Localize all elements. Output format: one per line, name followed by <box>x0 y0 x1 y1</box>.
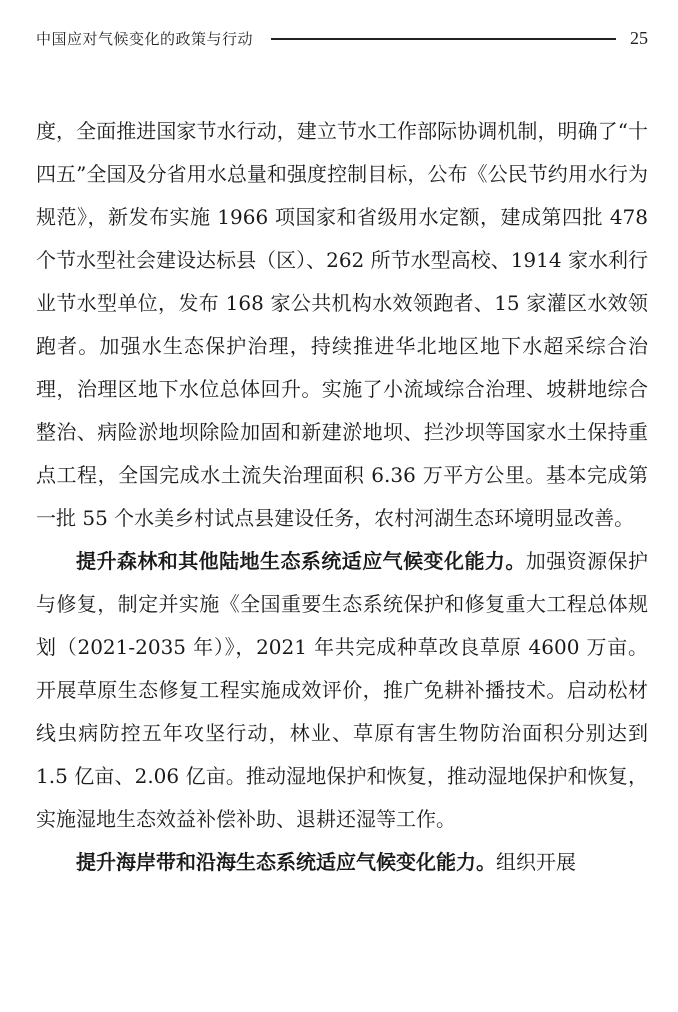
paragraph-coast <box>36 841 648 884</box>
body-text <box>36 110 648 884</box>
paragraph-text: 加强资源保护与修复，制定并实施《全国重要生态系统保护和修复重大工程总体规划（2021-2035 年）》，2021 年共完成种草改良草原 4600 万亩。开展草原生态修复工程实施成效评价，推广免耕补播技术。启动松材线虫病防控五年攻坚行动，林业、草原有害生物防治面积分别达到 1.5 亿亩、2.06 亿亩。推动湿地保护和恢复，推动湿地保护和恢复，实施湿地生态效益补偿补助、退耕还湿等工作。 <box>36 549 649 831</box>
paragraph-text: 度，全面推进国家节水行动，建立节水工作部际协调机制，明确了“十四五”全国及分省用水总量和强度控制目标，公布《公民节约用水行为规范》，新发布实施 1966 项国家和省级用水定额，建成第四批 478 个节水型社会建设达标县（区）、262 所节水型高校、1914 家水利行业节水型单位，发布 168 家公共机构水效领跑者、15 家灌区水效领跑者。加强水生态保护治理，持续推进华北地区地下水超采综合治理，治理区地下水位总体回升。实施了小流域综合治理、坡耕地综合整治、病险淤地坝除险加固和新建淤地坝、拦沙坝等国家水土保持重点工程，全国完成水土流失治理面积 6.36 万平方公里。基本完成第一批 55 个水美乡村试点县建设任务，农村河湖生态环境明显改善。 <box>36 119 648 530</box>
running-header <box>36 26 648 50</box>
header-rule <box>271 38 616 40</box>
page-number: 25 <box>630 27 648 48</box>
paragraph-lead: 提升海岸带和沿海生态系统适应气候变化能力。 <box>76 850 496 874</box>
paragraph-water <box>36 110 648 540</box>
paragraph-forest <box>36 540 648 841</box>
running-header-title: 中国应对气候变化的政策与行动 <box>36 29 254 48</box>
paragraph-lead: 提升森林和其他陆地生态系统适应气候变化能力。 <box>76 549 526 573</box>
paragraph-text: 组织开展 <box>496 850 576 874</box>
